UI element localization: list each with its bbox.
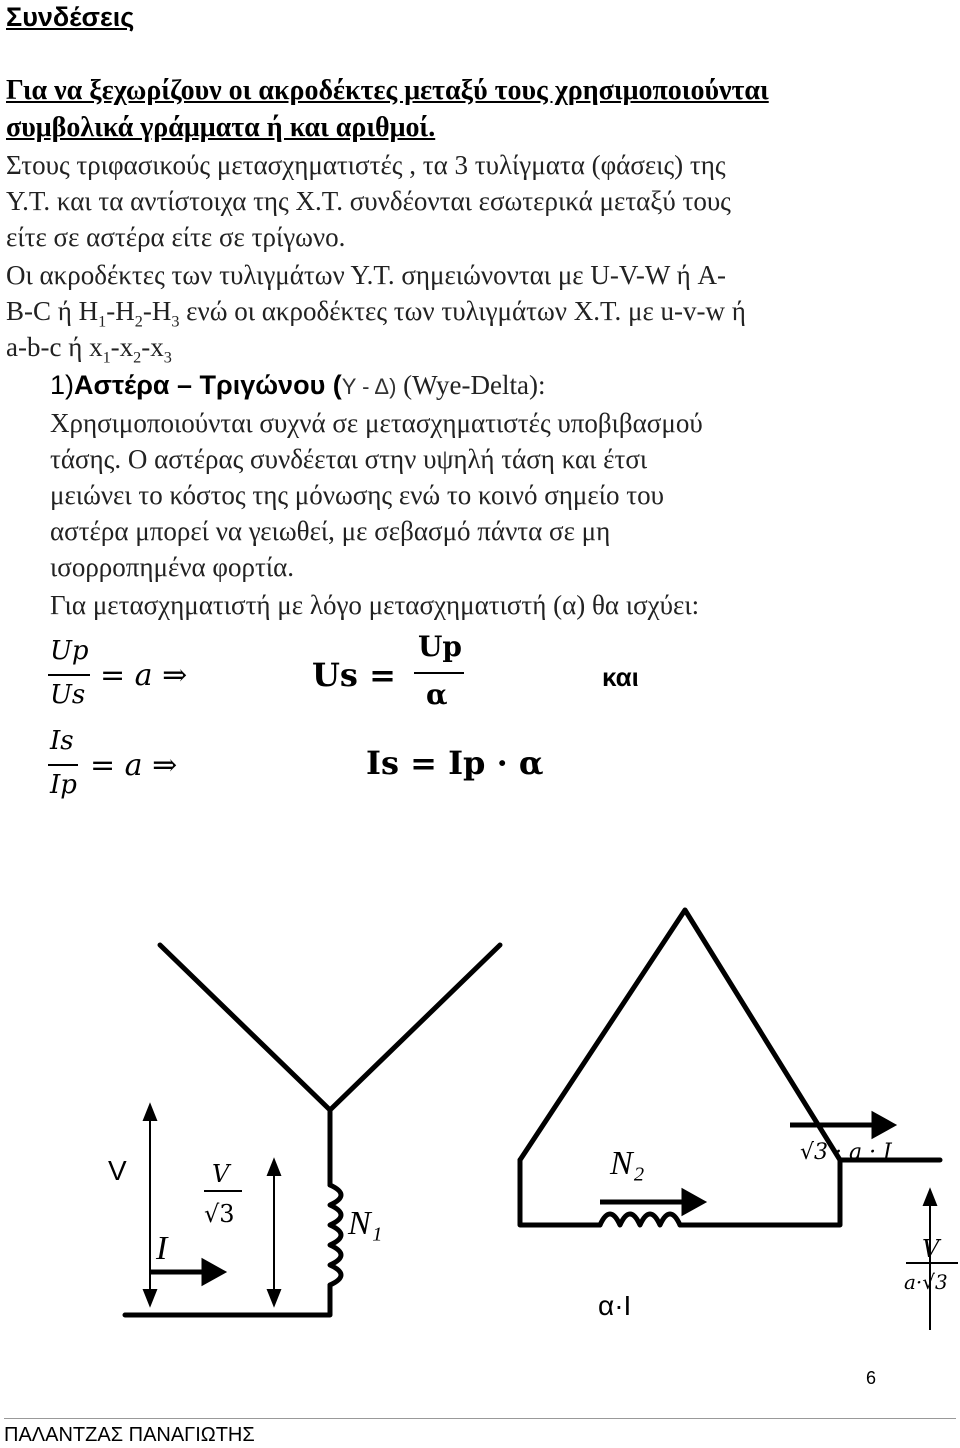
label-alpha-i: α·I xyxy=(598,1290,632,1321)
vs-arrow-head-top xyxy=(924,1190,936,1205)
footer-author: ΠΑΛΑΝΤΖΑΣ ΠΑΝΑΓΙΩΤΗΣ xyxy=(4,1424,255,1446)
v-arrow-head-bottom xyxy=(144,1290,156,1305)
eq2-numerator: Up xyxy=(418,630,462,663)
wye-upper-legs xyxy=(160,945,500,1110)
page-title: Συνδέσεις xyxy=(6,2,135,32)
eq2-lhs: Us = xyxy=(312,656,396,694)
delta-right-lead xyxy=(680,1160,840,1225)
eq1-denominator: Us xyxy=(50,680,86,710)
para3-line-1: Χρησιμοποιούνται συχνά σε μετασχηματιστές υποβιβασμού xyxy=(50,408,703,438)
para3-line-4: αστέρα μπορεί να γειωθεί, με σεβασμό πάντα σε μη xyxy=(50,516,611,546)
delta-left-lead xyxy=(520,1160,600,1225)
eq4-is-equals-ip-alpha: Is = Ip · α xyxy=(366,744,544,782)
and-label: και xyxy=(602,662,639,692)
vp-arrow-head-bottom xyxy=(268,1290,280,1305)
eq1-rhs: = a ⇒ xyxy=(100,658,188,693)
page-number: 6 xyxy=(866,1368,877,1388)
para3-line-6: Για μετασχηματιστή με λόγο μετασχηματιστή (α) θα ισχύει: xyxy=(50,590,700,620)
eq3-rhs: = a ⇒ xyxy=(90,748,178,783)
eq3-numerator: Is xyxy=(50,726,74,756)
para2-line-3: a-b-c ή $x_1-x_2-x_3$ xyxy=(6,332,172,367)
label-i: I xyxy=(156,1230,168,1267)
wye-delta-diagram xyxy=(0,880,960,1360)
label-sqrt3-a-i: √3 · a · I xyxy=(800,1140,892,1165)
label-v-asqrt3-num: V xyxy=(922,1235,940,1263)
section-heading: 1)Αστέρα – Τριγώνου (Υ - Δ) (Wye-Delta): xyxy=(50,370,546,400)
out-current-arrow-head xyxy=(874,1115,892,1135)
para3-line-2: τάσης. Ο αστέρας συνδέεται στην υψηλή τάση και έτσι xyxy=(50,444,648,474)
i-arrow-head xyxy=(204,1262,222,1282)
label-n1: N₁ xyxy=(348,1205,383,1242)
label-v-sqrt3-den: √3 xyxy=(204,1200,235,1228)
para3-line-5: ισορροπημένα φορτία. xyxy=(50,552,295,582)
footer-divider xyxy=(4,1418,956,1419)
para1-line-1: Στους τριφασικούς μετασχηματιστές , τα 3 τυλίγματα (φάσεις) της xyxy=(6,150,726,180)
intro-line-1: Για να ξεχωρίζουν οι ακροδέκτες μεταξύ τους χρησιμοποιούνται xyxy=(6,75,769,106)
vp-arrow-head-top xyxy=(268,1160,280,1175)
label-n2: N₂ xyxy=(610,1145,645,1182)
para2-line-2: B-C ή $H_1-H_2-H_3$ ενώ οι ακροδέκτες των τυλιγμάτων Χ.Τ. με u-v-w ή xyxy=(6,296,746,331)
para3-line-3: μειώνει το κόστος της μόνωσης ενώ το κοινό σημείο του xyxy=(50,480,664,510)
n2-coil xyxy=(600,1214,680,1225)
n1-coil xyxy=(330,1185,341,1285)
para2-line-1: Οι ακροδέκτες των τυλιγμάτων Υ.Τ. σημειώνονται με U-V-W ή A- xyxy=(6,260,726,290)
label-v-sqrt3-num: V xyxy=(212,1160,230,1188)
label-v-asqrt3-den: a·√3 xyxy=(904,1270,948,1294)
eq2-denominator: α xyxy=(426,678,448,711)
eq3-fraction-bar xyxy=(48,764,78,766)
eq2-fraction-bar xyxy=(414,672,464,674)
eq1-fraction-bar xyxy=(48,674,90,676)
para1-line-3: είτε σε αστέρα είτε σε τρίγωνο. xyxy=(6,222,346,252)
intro-line-2: συμβολικά γράμματα ή και αριθμοί. xyxy=(6,112,436,143)
v-arrow-head-top xyxy=(144,1105,156,1120)
label-v: V xyxy=(108,1155,127,1186)
eq3-denominator: Ip xyxy=(50,770,77,800)
eq1-numerator: Up xyxy=(50,636,89,666)
ai-arrow-head xyxy=(684,1192,702,1212)
para1-line-2: Υ.Τ. και τα αντίστοιχα της Χ.Τ. συνδέονται εσωτερικά μεταξύ τους xyxy=(6,186,731,216)
